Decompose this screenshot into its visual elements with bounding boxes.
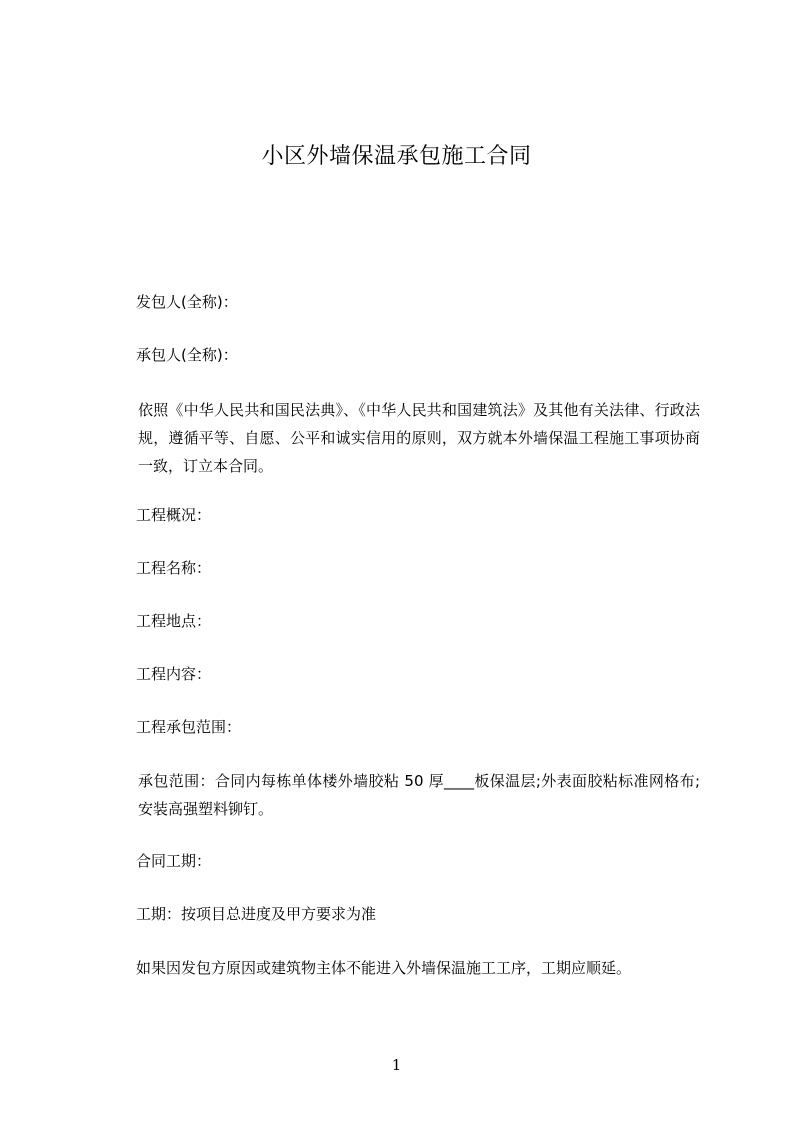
paragraph-legal-basis: [104, 396, 700, 480]
paragraph-period-detail: 工期：按项目总进度及甲方要求为准: [136, 905, 377, 923]
paragraph-period-extension: 如果因发包方原因或建筑物主体不能进入外墙保温施工工序，工期应顺延。: [136, 959, 632, 977]
paragraph-contractor: 承包人(全称)：: [136, 346, 238, 364]
paragraph-project-overview: 工程概况：: [136, 506, 212, 524]
paragraph-project-scope: 工程承包范围：: [136, 718, 242, 736]
paragraph-project-content: 工程内容：: [136, 665, 212, 683]
paragraph-legal-basis-text: 依照《中华人民共和国民法典》、《中华人民共和国建筑法》及其他有关法律、行政法规，遵循平等、自愿、公平和诚实信用的原则，双方就本外墙保温工程施工事项协商一致，订立本合同。: [138, 401, 700, 475]
paragraph-project-location: 工程地点：: [136, 612, 212, 630]
paragraph-scope-detail: [104, 767, 700, 823]
paragraph-contract-period: 合同工期：: [136, 852, 212, 870]
paragraph-employer: 发包人(全称)：: [136, 293, 238, 311]
page-number: 1: [391, 1056, 402, 1074]
document-title: 小区外墙保温承包施工合同: [261, 144, 532, 169]
paragraph-scope-detail-text: 承包范围：合同内每栋单体楼外墙胶粘 50 厚____板保温层;外表面胶粘标准网格布;安装高强塑料铆钉。: [138, 772, 700, 818]
paragraph-project-name: 工程名称：: [136, 559, 212, 577]
